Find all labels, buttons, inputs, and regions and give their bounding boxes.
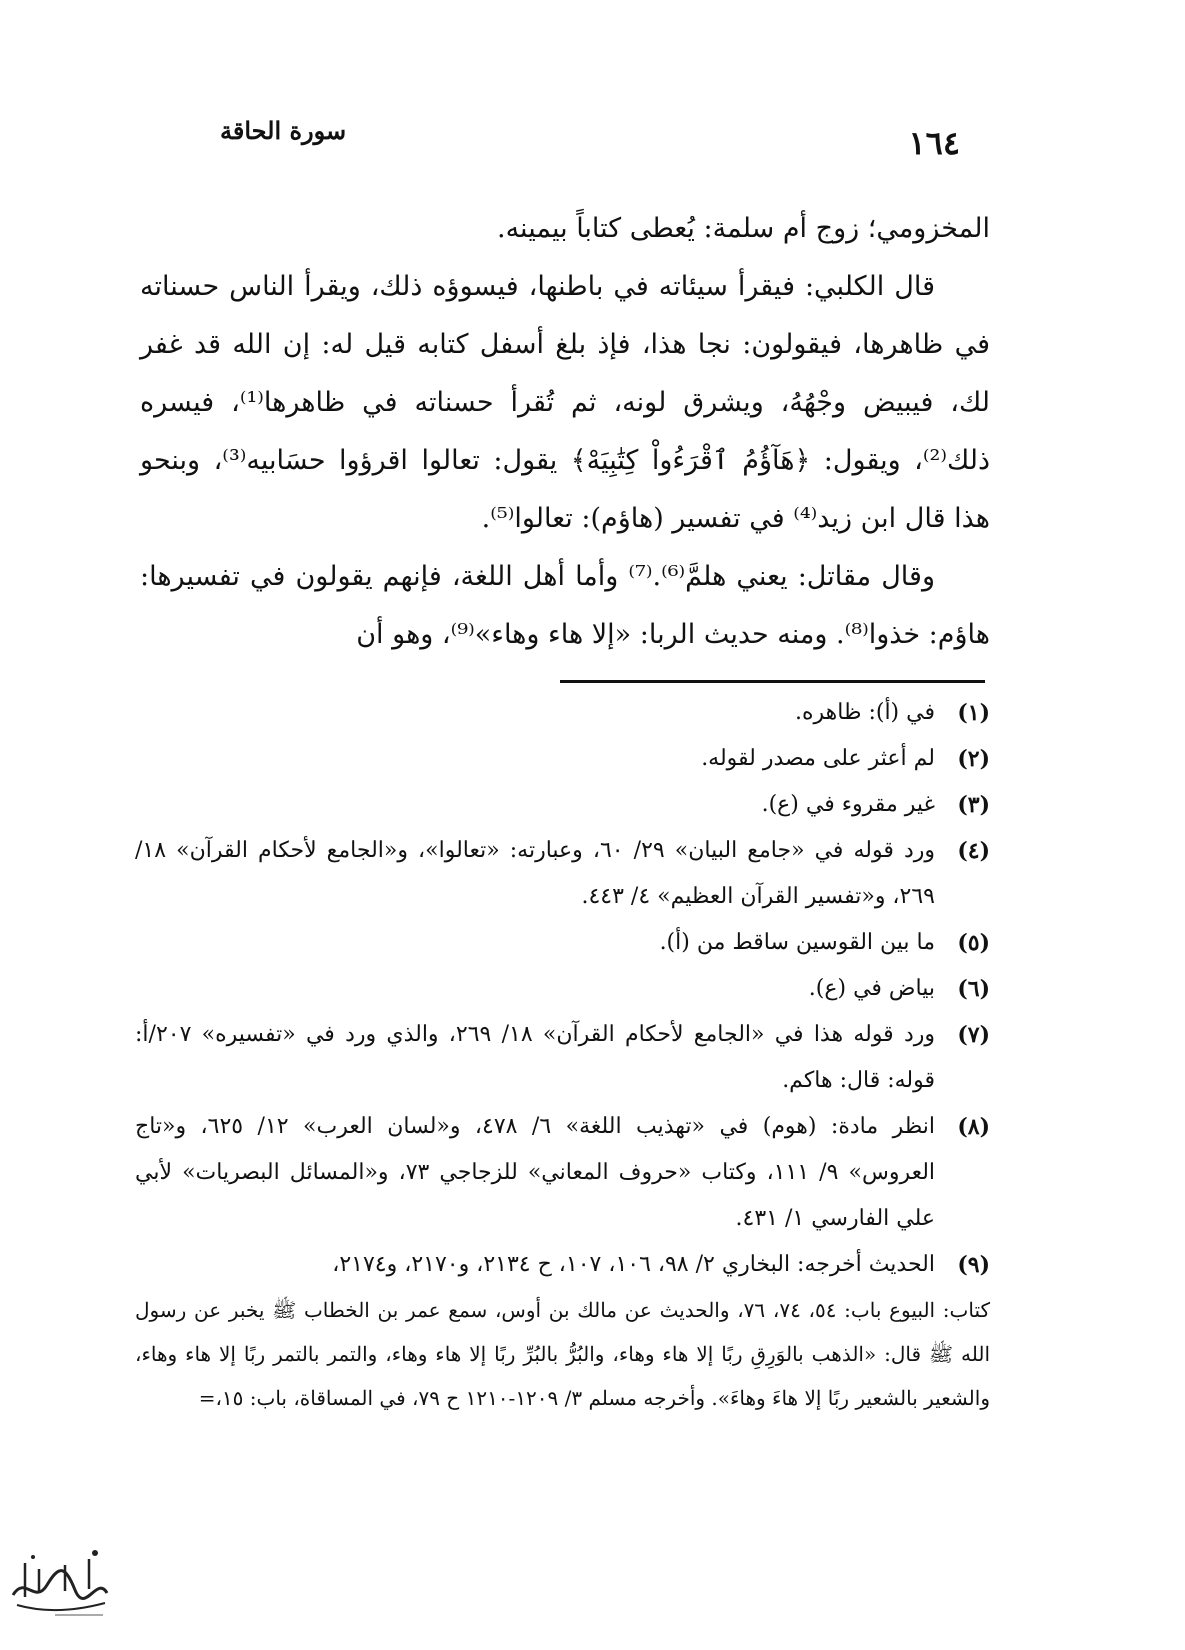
footnote-text: ورد قوله في «جامع البيان» ٢٩/ ٦٠، وعبارته: «تعالوا»، و«الجامع لأحكام القرآن» ١٨/ ٢٦٩، و«تفسير القرآن العظيم» ٤/ ٤٤٣. — [135, 838, 935, 909]
paragraph-1: المخزومي؛ زوج أم سلمة: يُعطى كتاباً بيمينه. — [496, 213, 990, 244]
calligraphy-logo-icon — [5, 1535, 115, 1625]
footnote-text: غير مقروء في (ع). — [761, 792, 935, 817]
footnote-text: بياض في (ع). — [808, 976, 935, 1001]
footnote-6 — [135, 966, 990, 1012]
footnote-separator — [560, 680, 985, 683]
footnote-text: ما بين القوسين ساقط من (أ). — [659, 930, 935, 955]
paragraph-2: قال الكلبي: فيقرأ سيئاته في باطنها، فيسوؤه ذلك، ويقرأ الناس حسناته في ظاهرها، فيقولون: نجا هذا، فإذ بلغ أسفل كتابه قيل له: إن الله قد غفر لك، فيبيض وجْهُهُ، ويشرق لونه، ثم تُقرأ حسناته في ظاهرها⁽¹⁾، فيسره ذلك⁽²⁾، ويقول: ﴿هَآؤُمُ ٱقْرَءُواْ كِتَٰبِيَهْ﴾ يقول: تعالوا اقرؤوا حسَابيه⁽³⁾، وبنحو هذا قال ابن زيد⁽⁴⁾ في تفسير (هاؤم): تعالوا⁽⁵⁾. — [140, 271, 991, 534]
surah-title: سورة الحاقة — [220, 116, 347, 145]
footnote-9 — [135, 1242, 990, 1288]
page-header — [220, 112, 960, 162]
footnote-number: (٨) — [957, 1114, 990, 1140]
footnote-number: (١) — [957, 700, 990, 726]
footnote-number: (٦) — [957, 976, 990, 1002]
footnote-number: (٣) — [957, 792, 990, 818]
footnote-number: (٢) — [957, 746, 990, 772]
watermark-logo — [5, 1535, 115, 1625]
paragraph-3: وقال مقاتل: يعني هلمَّ⁽⁶⁾.⁽⁷⁾ وأما أهل اللغة، فإنهم يقولون في تفسيرها: هاؤم: خذوا⁽⁸⁾. ومنه حديث الربا: «إلا هاء وهاء»⁽⁹⁾، وهو أن — [140, 561, 990, 650]
footnote-text: لم أعثر على مصدر لقوله. — [701, 746, 935, 771]
footnote-1 — [135, 690, 990, 736]
footnote-3 — [135, 782, 990, 828]
footnote-number: (٩) — [957, 1252, 990, 1278]
footnote-text: الحديث أخرجه: البخاري ٢/ ٩٨، ١٠٦، ١٠٧، ح ٢١٣٤، و٢١٧٠، و٢١٧٤، — [332, 1252, 935, 1277]
footnote-number: (٤) — [957, 838, 990, 864]
footnote-number: (٥) — [957, 930, 990, 956]
footnote-2 — [135, 736, 990, 782]
footnote-9-continuation: كتاب: البيوع باب: ٥٤، ٧٤، ٧٦، والحديث عن مالك بن أوس، سمع عمر بن الخطاب ﷺ يخبر عن رسول الله ﷺ قال: «الذهب بالوَرِقِ ربًا إلا هاء وهاء، والبُرُّ بالبُرِّ ربًا إلا هاء وهاء، والتمر بالتمر ربًا إلا هاء وهاء، والشعير بالشعير ربًا إلا هاءَ وهاءَ». وأخرجه مسلم ٣/ ١٢٠٩-١٢١٠ ح ٧٩، في المساقاة، باب: ١٥،= — [135, 1298, 991, 1410]
footnote-text: ورد قوله هذا في «الجامع لأحكام القرآن» ١٨/ ٢٦٩، والذي ورد في «تفسيره» ٢٠٧/أ: قوله: قال: هاكم. — [135, 1022, 935, 1093]
footnote-number: (٧) — [957, 1022, 990, 1048]
footnotes — [135, 690, 990, 1420]
footnote-5 — [135, 920, 990, 966]
footnote-text: انظر مادة: (هوم) في «تهذيب اللغة» ٦/ ٤٧٨، و«لسان العرب» ١٢/ ٦٢٥، و«تاج العروس» ٩/ ١١١، وكتاب «حروف المعاني» للزجاجي ٧٣، و«المسائل البصريات» لأبي علي الفارسي ١/ ٤٣١. — [135, 1114, 936, 1231]
footnote-4 — [135, 828, 990, 920]
footnote-7 — [135, 1012, 990, 1104]
main-text — [140, 200, 990, 664]
footnote-text: في (أ): ظاهره. — [794, 700, 935, 725]
page-number: ١٦٤ — [908, 124, 960, 162]
footnote-8 — [135, 1104, 990, 1242]
